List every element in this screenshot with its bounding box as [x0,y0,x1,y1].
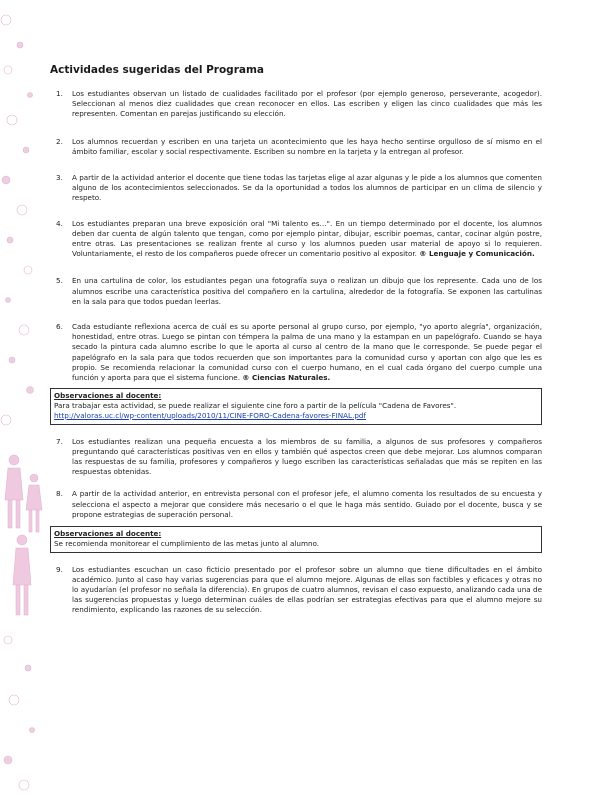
teacher-notes-title: Observaciones al docente: [54,529,162,539]
teacher-notes-box [50,388,542,424]
teacher-notes-title: Observaciones al docente: [54,391,162,401]
list-item: 6. Cada estudiante reflexiona acerca de cuál es su aporte personal al grupo curso, por ejemplo, "yo aporto alegría", organización, honestidad, entre otras. Luego se pintan con témpera la palma de una mano y la estampan en un papelógrafo. Cuando se haya secado la pintura cada alumno escribe lo que le aporta al curso al centro de la mano que le corresponde. Se puede pegar el papelógrafo en la sala para que todos recuerden que son importantes para la comunidad curso y aportan con algo que les es propio. Se recomienda relacionar la comunidad curso con el cuerpo humano, en el cual cada órgano del cuerpo cumple una función y aporta para que el sistema funcione. ® Ciencias Naturales. [56,322,542,383]
teacher-notes-text: Se recomienda monitorear el cumplimiento de las metas junto al alumno. [54,538,320,548]
subject-tag: ® Ciencias Naturales. [242,373,331,383]
document-page [50,64,542,616]
decorative-figures-border [0,0,48,800]
family-figures-icon [5,455,42,615]
page-title: Actividades sugeridas del Programa [50,64,264,76]
list-item: 8. A partir de la actividad anterior, en entrevista personal con el profesor jefe, el alumno comenta los resultados de su encuesta y selecciona el aspecto a mejorar que considere más necesario o el que le haga más sentido. Guiado por el docente, busca y se propone estrategias de superación personal. [56,489,542,519]
list-item: 9. Los estudiantes escuchan un caso ficticio presentado por el profesor sobre un alumno que tiene dificultades en el ámbito académico. Junto al caso hay varias sugerencias para que el alumno mejore. Algunas de ellas son factibles y eficaces y otras no lo ayudarían (el profesor no señala la diferencia). En grupos de cuatro alumnos, revisan el caso expuesto, analizando cada una de las sugerencias propuestas y luego determinan cuáles de ellas podrían ser estrategias efectivas para que el alumno mejore su rendimiento, explicando las razones de su selección. [56,564,542,615]
list-item: 1. Los estudiantes observan un listado de cualidades facilitado por el profesor (por ejemplo generoso, perseverante, acogedor). Seleccionan al menos diez cualidades que crean reconocer en ellos. Las escriben y eligen las cinco cualidades que más les representen. Comentan en parejas justificando su elección. [56,89,542,119]
cine-foro-link[interactable]: http://valoras.uc.cl/wp-content/uploads/2010/11/CINE-FORO-Cadena-favores-FINAL.pdf [54,410,367,420]
list-item: 3. A partir de la actividad anterior el docente que tiene todas las tarjetas elige al azar algunas y le pide a los alumnos que comenten alguno de los acontecimientos seleccionados. Se da la oportunidad a todos los alumnos de participar en un clima de silencio y respeto. [56,173,542,203]
teacher-notes-box [50,526,542,553]
teacher-notes-text: Para trabajar esta actividad, se puede realizar el siguiente cine foro a partir de la película "Cadena de Favores". [54,401,457,411]
subject-tag: ® Lenguaje y Comunicación. [419,249,535,259]
list-item: 2. Los alumnos recuerdan y escriben en una tarjeta un acontecimiento que les haya hecho sentirse orgulloso de sí mismo en el ámbito familiar, escolar y social respectivamente. Escriben su nombre en la tarjeta y la entregan al profesor. [56,136,542,156]
list-item: 4. Los estudiantes preparan una breve exposición oral "Mi talento es…". En un tiempo determinado por el docente, los alumnos deben dar cuenta de algún talento que tengan, como por ejemplo pintar, dibujar, escribir poemas, cantar, cocinar algún postre, entre otras. Las presentaciones se realizan frente al curso y los alumnos pueden usar material de apoyo si lo requieren. Voluntariamente, el resto de los compañeros puede ofrecer un comentario positivo al expositor. ® Lenguaje y Comunicación. [56,218,542,259]
swirl-decoration [1,15,11,25]
list-item: 5. En una cartulina de color, los estudiantes pegan una fotografía suya o realizan un dibujo que los represente. Cada uno de los alumnos escribe una característica positiva del compañero en la cartulina, alrededor de la fotografía. Se exponen las cartulinas en la sala para que todos puedan leerlas. [56,276,542,306]
list-item: 7. Los estudiantes realizan una pequeña encuesta a los miembros de su familia, a algunos de sus profesores y compañeros preguntando qué características positivas ven en ellos y también qué aspectos creen que debe mejorar. Los alumnos comparan las respuestas de su familia, profesores y compañeros y luego escriben las características señaladas que más se repiten en las respuestas obtenidas. [56,436,542,477]
